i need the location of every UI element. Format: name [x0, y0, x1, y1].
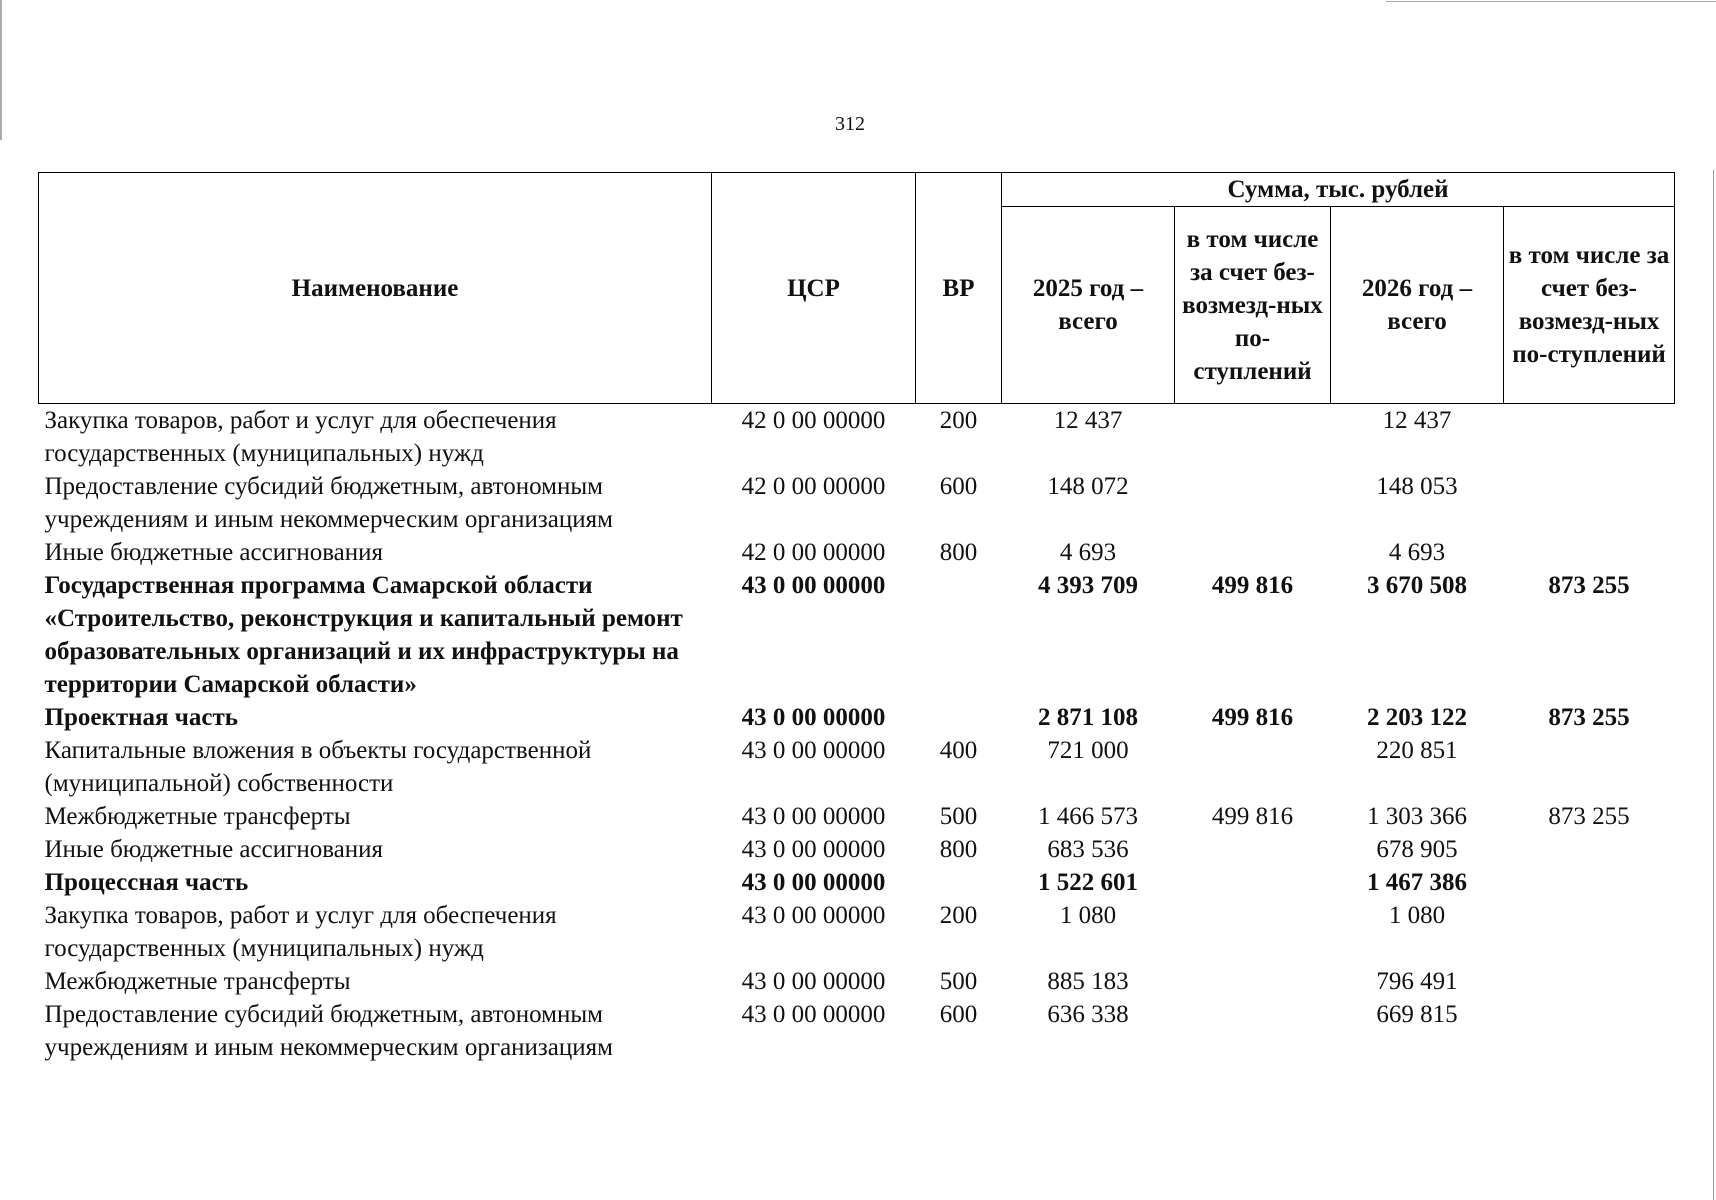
table-row [39, 536, 1675, 569]
row-2025-gratuitous [1175, 404, 1331, 471]
row-2026-total: 678 905 [1376, 836, 1458, 863]
row-2026-total: 1 303 366 [1367, 803, 1467, 830]
row-csr: 42 0 00 00000 [741, 473, 886, 500]
row-vr: 800 [939, 836, 978, 863]
row-2025-gratuitous: 499 816 [1211, 572, 1294, 599]
table-row [39, 800, 1675, 833]
row-csr: 43 0 00 00000 [741, 902, 886, 929]
row-2025-total: 683 536 [1047, 836, 1129, 863]
row-csr: 43 0 00 00000 [741, 803, 886, 830]
row-2025-total: 721 000 [1047, 737, 1129, 764]
row-2025-total: 148 072 [1047, 473, 1129, 500]
row-vr: 500 [939, 803, 978, 830]
row-2026-gratuitous [1504, 866, 1675, 899]
table-row [39, 899, 1675, 965]
table-row [39, 470, 1675, 536]
row-2025-gratuitous [1175, 536, 1331, 569]
table-row [39, 998, 1675, 1064]
row-2025-total: 1 466 573 [1038, 803, 1138, 830]
header-2026-total: 2026 год – всего [1331, 207, 1504, 404]
row-2026-gratuitous [1504, 734, 1675, 800]
row-csr: 42 0 00 00000 [741, 407, 886, 434]
row-2025-gratuitous [1175, 965, 1331, 998]
row-2026-total: 3 670 508 [1367, 572, 1467, 599]
row-2026-gratuitous [1504, 404, 1675, 471]
row-name: Предоставление субсидий бюджетным, автономным учреждениям и иным некоммерческим организациям [44, 473, 613, 533]
header-vr: ВР [916, 173, 1002, 404]
row-name: Иные бюджетные ассигнования [44, 836, 384, 863]
row-csr: 42 0 00 00000 [741, 539, 886, 566]
row-name: Закупка товаров, работ и услуг для обеспечения государственных (муниципальных) нужд [44, 407, 557, 467]
row-2025-gratuitous [1175, 998, 1331, 1064]
row-name: Проектная часть [44, 704, 239, 731]
row-2025-gratuitous: 499 816 [1211, 704, 1294, 731]
row-2026-total: 12 437 [1382, 407, 1452, 434]
table-row [39, 734, 1675, 800]
row-2025-total: 12 437 [1053, 407, 1123, 434]
row-csr: 43 0 00 00000 [741, 836, 886, 863]
row-vr: 800 [939, 539, 978, 566]
row-2025-gratuitous [1175, 833, 1331, 866]
row-2026-total: 4 693 [1388, 539, 1446, 566]
row-csr: 43 0 00 00000 [741, 1001, 886, 1028]
row-vr: 400 [939, 737, 978, 764]
scan-edge-top [1386, 1, 1716, 2]
row-name: Межбюджетные трансферты [44, 968, 351, 995]
row-name: Предоставление субсидий бюджетным, автономным учреждениям и иным некоммерческим организациям [44, 1001, 613, 1061]
row-vr [916, 701, 1002, 734]
row-2026-total: 2 203 122 [1367, 704, 1467, 731]
row-name: Процессная часть [44, 869, 249, 896]
row-2025-total: 1 080 [1059, 902, 1117, 929]
row-2026-total: 220 851 [1376, 737, 1458, 764]
table-row [39, 701, 1675, 734]
row-2026-gratuitous [1504, 536, 1675, 569]
row-name: Государственная программа Самарской области «Строительство, реконструкция и капитальный ремонт образовательных организаций и их инфраструктуры на территории Самарской области» [44, 572, 683, 698]
row-vr: 200 [939, 407, 978, 434]
row-2026-gratuitous [1504, 470, 1675, 536]
row-2026-total: 1 467 386 [1367, 869, 1467, 896]
row-name: Иные бюджетные ассигнования [44, 539, 384, 566]
row-csr: 43 0 00 00000 [741, 869, 886, 896]
row-csr: 43 0 00 00000 [741, 737, 886, 764]
page-number: 312 [835, 113, 865, 135]
row-2026-total: 669 815 [1376, 1001, 1458, 1028]
table-header [39, 173, 1675, 404]
row-2025-gratuitous [1175, 866, 1331, 899]
row-2026-total: 1 080 [1388, 902, 1446, 929]
row-2025-total: 1 522 601 [1038, 869, 1138, 896]
table-row [39, 866, 1675, 899]
header-sum-group: Сумма, тыс. рублей [1002, 173, 1675, 207]
scan-edge-right [1713, 170, 1714, 1200]
row-2025-gratuitous [1175, 899, 1331, 965]
row-2025-total: 4 393 709 [1038, 572, 1138, 599]
row-2025-gratuitous [1175, 734, 1331, 800]
row-2025-gratuitous: 499 816 [1211, 803, 1294, 830]
row-vr: 200 [939, 902, 978, 929]
row-2026-total: 148 053 [1376, 473, 1458, 500]
row-csr: 43 0 00 00000 [741, 704, 886, 731]
table-row [39, 833, 1675, 866]
row-2025-total: 2 871 108 [1038, 704, 1138, 731]
header-name: Наименование [39, 173, 712, 404]
row-vr: 500 [939, 968, 978, 995]
table-row [39, 404, 1675, 471]
row-2025-total: 885 183 [1047, 968, 1129, 995]
header-2025-gratuitous: в том числе за счет без-возмезд-ных по-ступлений [1175, 207, 1331, 404]
row-csr: 43 0 00 00000 [741, 572, 886, 599]
row-2026-gratuitous: 873 255 [1548, 704, 1630, 731]
row-vr: 600 [939, 473, 978, 500]
row-2025-total: 4 693 [1059, 539, 1117, 566]
row-2026-gratuitous [1504, 899, 1675, 965]
row-name: Капитальные вложения в объекты государственной (муниципальной) собственности [44, 737, 592, 797]
row-vr [916, 866, 1002, 899]
row-2025-gratuitous [1175, 470, 1331, 536]
row-2026-gratuitous [1504, 965, 1675, 998]
row-2026-gratuitous [1504, 833, 1675, 866]
row-2026-gratuitous [1504, 998, 1675, 1064]
header-csr: ЦСР [712, 173, 916, 404]
header-2026-gratuitous: в том числе за счет без-возмезд-ных по-ступлений [1504, 207, 1675, 404]
row-vr: 600 [939, 1001, 978, 1028]
row-name: Межбюджетные трансферты [44, 803, 351, 830]
row-name: Закупка товаров, работ и услуг для обеспечения государственных (муниципальных) нужд [44, 902, 557, 962]
row-csr: 43 0 00 00000 [741, 968, 886, 995]
table-row [39, 965, 1675, 998]
budget-table [38, 172, 1675, 1064]
row-2026-gratuitous: 873 255 [1548, 572, 1630, 599]
table-body [39, 404, 1675, 1065]
row-vr [916, 569, 1002, 701]
row-2026-gratuitous: 873 255 [1548, 803, 1630, 830]
table-row [39, 569, 1675, 701]
row-2025-total: 636 338 [1047, 1001, 1129, 1028]
row-2026-total: 796 491 [1376, 968, 1458, 995]
header-2025-total: 2025 год – всего [1002, 207, 1175, 404]
